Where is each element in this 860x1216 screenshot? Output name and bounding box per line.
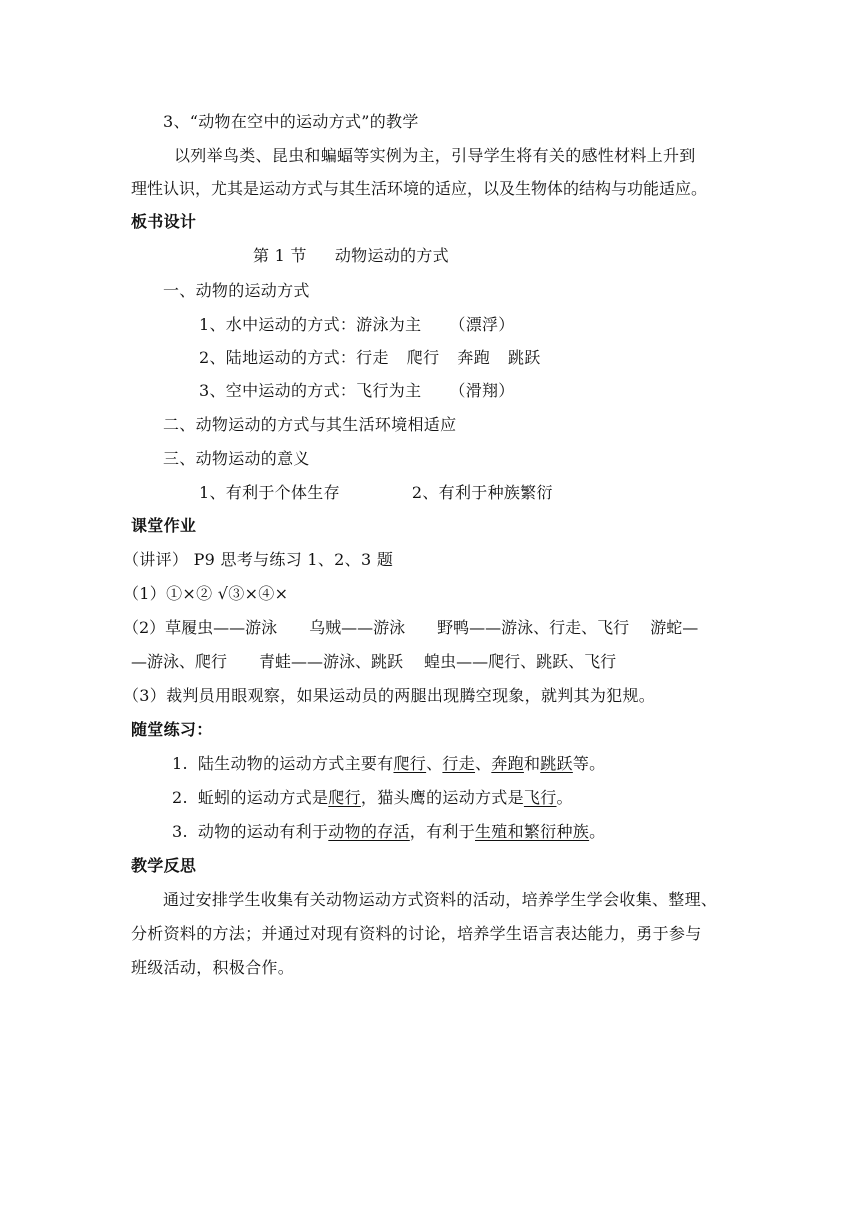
board-significance xyxy=(199,481,553,505)
board-item-2: 二、动物运动的方式与其生活环境相适应 xyxy=(163,415,457,434)
answer-blank: 爬行 xyxy=(393,754,427,773)
board-item-1: 一、动物的运动方式 xyxy=(163,281,310,300)
reflection-line-2: 分析资料的方法；并通过对现有资料的讨论，培养学生语言表达能力，勇于参与 xyxy=(131,924,702,943)
board-design-heading: 板书设计 xyxy=(131,212,197,231)
board-item-3: 三、动物运动的意义 xyxy=(163,449,310,468)
board-sub-2-run: 奔跑 xyxy=(457,348,490,367)
separator: 、 xyxy=(426,754,443,773)
question-text: 陆生动物的运动方式主要有 xyxy=(197,754,394,773)
homework-line-4: —游泳、爬行 青蛙——游泳、跳跃 蝗虫——爬行、跳跃、飞行 xyxy=(131,652,617,671)
homework-line-5: （3）裁判员用眼观察，如果运动员的两腿出现腾空现象，就判其为犯规。 xyxy=(123,686,656,705)
separator: 、 xyxy=(475,754,492,773)
board-sub-2 xyxy=(199,346,541,370)
practice-question-2 xyxy=(172,786,573,810)
board-sub-1 xyxy=(199,313,515,337)
homework-line-2: （1）①×② √③×④× xyxy=(123,584,289,603)
question-number: 2. xyxy=(172,788,188,807)
practice-question-3 xyxy=(172,820,605,844)
answer-blank: 生殖和繁衍种族 xyxy=(475,822,590,841)
board-sub-2-label: 2、陆地运动的方式：行走 xyxy=(199,348,389,367)
reflection-line-1: 通过安排学生收集有关动物运动方式资料的活动，培养学生学会收集、整理、 xyxy=(163,890,718,909)
board-sub-3 xyxy=(199,379,515,403)
question-text: 。 xyxy=(589,822,606,841)
section3-paragraph-line1: 以列举鸟类、昆虫和蝙蝠等实例为主，引导学生将有关的感性材料上升到 xyxy=(174,146,696,165)
question-text: 等。 xyxy=(572,754,606,773)
board-sub-3-label: 3、空中运动的方式：飞行为主 xyxy=(199,381,422,400)
practice-question-1 xyxy=(172,752,605,776)
answer-blank: 行走 xyxy=(442,754,476,773)
question-number: 1. xyxy=(172,754,188,773)
board-title-number: 第 1 节 xyxy=(253,246,307,265)
board-sub-2-crawl: 爬行 xyxy=(406,348,440,367)
answer-blank: 飞行 xyxy=(523,788,557,807)
board-sub-1-note: （漂浮） xyxy=(449,315,515,334)
board-title xyxy=(253,244,449,268)
answer-blank: 奔跑 xyxy=(491,754,524,773)
separator: 和 xyxy=(523,754,541,773)
board-sub-1-label: 1、水中运动的方式：游泳为主 xyxy=(199,315,422,334)
reflection-heading: 教学反思 xyxy=(131,856,197,875)
homework-heading: 课堂作业 xyxy=(131,516,197,535)
question-text: 蚯蚓的运动方式是 xyxy=(197,788,329,807)
board-title-text: 动物运动的方式 xyxy=(334,246,449,265)
question-text: 动物的运动有利于 xyxy=(197,822,329,841)
question-number: 3. xyxy=(172,822,188,841)
board-significance-2: 2、有利于种族繁衍 xyxy=(411,483,553,502)
homework-line-3: （2）草履虫——游泳 乌贼——游泳 野鸭——游泳、行走、飞行 游蛇— xyxy=(123,618,699,637)
answer-blank: 跳跃 xyxy=(540,754,573,773)
question-text: ，有利于 xyxy=(409,822,475,841)
section3-paragraph-line2: 理性认识，尤其是运动方式与其生活环境的适应，以及生物体的结构与功能适应。 xyxy=(131,179,708,198)
answer-blank: 动物的存活 xyxy=(328,822,410,841)
board-sub-2-jump: 跳跃 xyxy=(508,348,541,367)
question-text: ，猫头鹰的运动方式是 xyxy=(360,788,524,807)
board-sub-3-note: （滑翔） xyxy=(449,381,515,400)
section3-heading: 3、“动物在空中的运动方式”的教学 xyxy=(163,112,419,131)
board-significance-1: 1、有利于个体生存 xyxy=(199,483,340,502)
practice-heading: 随堂练习： xyxy=(131,720,213,739)
homework-line-1: （讲评） P9 思考与练习 1、2、3 题 xyxy=(123,550,394,569)
question-text: 。 xyxy=(556,788,573,807)
answer-blank: 爬行 xyxy=(328,788,361,807)
reflection-line-3: 班级活动，积极合作。 xyxy=(131,958,295,977)
